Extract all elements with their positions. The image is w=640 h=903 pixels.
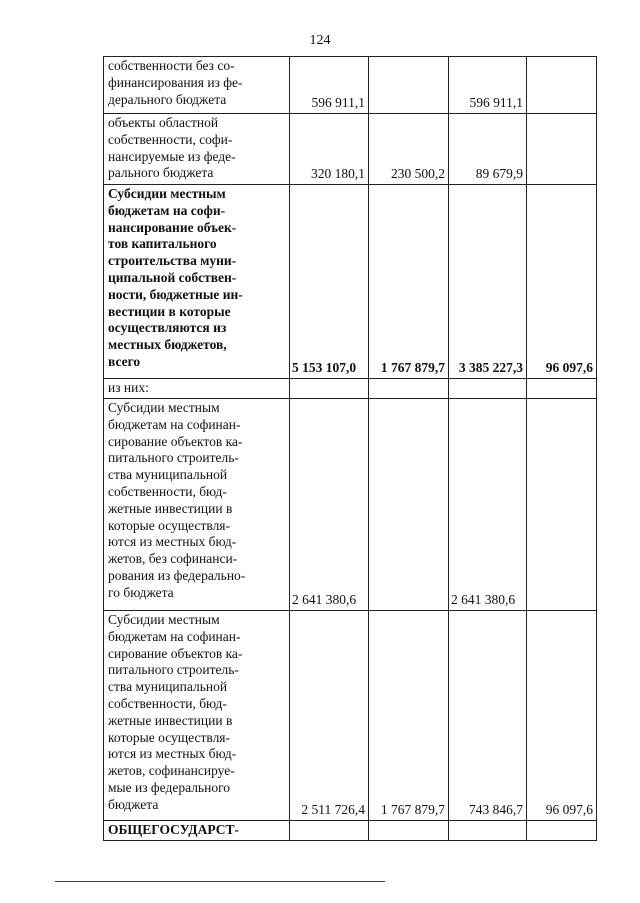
footer-rule <box>55 881 385 882</box>
value-cell-total: 5 153 107,0 <box>290 185 369 379</box>
value-cell-federal: 230 500,2 <box>369 114 449 185</box>
value-cell-regional: 2 641 380,6 <box>449 399 527 611</box>
table-row <box>104 611 597 821</box>
table-row <box>104 821 597 841</box>
row-label: из них: <box>104 379 290 399</box>
table-row <box>104 114 597 185</box>
value-cell-regional: 743 846,7 <box>449 611 527 821</box>
value-cell-regional <box>449 379 527 399</box>
row-label: собственности без со- финансирования из фе- дерального бюджета <box>104 57 290 114</box>
value-cell-regional <box>449 821 527 841</box>
value-cell-local: 96 097,6 <box>527 611 597 821</box>
value-cell-federal: 1 767 879,7 <box>369 611 449 821</box>
value-cell-local <box>527 57 597 114</box>
row-label: ОБЩЕГОСУДАРСТ- <box>104 821 290 841</box>
row-label: объекты областной собственности, софи- нансируемые из феде- рального бюджета <box>104 114 290 185</box>
value-cell-federal <box>369 57 449 114</box>
value-cell-local <box>527 114 597 185</box>
value-cell-local <box>527 379 597 399</box>
table-row <box>104 185 597 379</box>
value-cell-federal: 1 767 879,7 <box>369 185 449 379</box>
table-row <box>104 57 597 114</box>
row-label: Субсидии местным бюджетам на софинан- сирование объектов ка- питального строитель- ства муниципальной собственности, бюд- жетные инвестиции в которые осуществля- ются из местных бюд- жетов, софинансируе- мые из федерального бюджета <box>104 611 290 821</box>
row-label: Субсидии местным бюджетам на софи- нансирование объек- тов капитального строительства муни- ципальной собствен- ности, бюджетные ин- вестиции в которые осуществляются из местных бюджетов, всего <box>104 185 290 379</box>
value-cell-federal <box>369 379 449 399</box>
value-cell-total: 320 180,1 <box>290 114 369 185</box>
budget-table <box>103 56 597 841</box>
value-cell-federal <box>369 399 449 611</box>
value-cell-regional: 596 911,1 <box>449 57 527 114</box>
value-cell-total: 2 641 380,6 <box>290 399 369 611</box>
value-cell-total: 2 511 726,4 <box>290 611 369 821</box>
value-cell-regional: 3 385 227,3 <box>449 185 527 379</box>
value-cell-federal <box>369 821 449 841</box>
row-label: Субсидии местным бюджетам на софинан- сирование объектов ка- питального строитель- ства муниципальной собственности, бюд- жетные инвестиции в которые осуществля- ются из местных бюд- жетов, без софинанси- рования из федерально- го бюджета <box>104 399 290 611</box>
value-cell-total <box>290 821 369 841</box>
value-cell-local <box>527 399 597 611</box>
page-number: 124 <box>309 33 331 48</box>
value-cell-total: 596 911,1 <box>290 57 369 114</box>
value-cell-local <box>527 821 597 841</box>
value-cell-regional: 89 679,9 <box>449 114 527 185</box>
value-cell-total <box>290 379 369 399</box>
table-row <box>104 399 597 611</box>
table-row <box>104 379 597 399</box>
value-cell-local: 96 097,6 <box>527 185 597 379</box>
